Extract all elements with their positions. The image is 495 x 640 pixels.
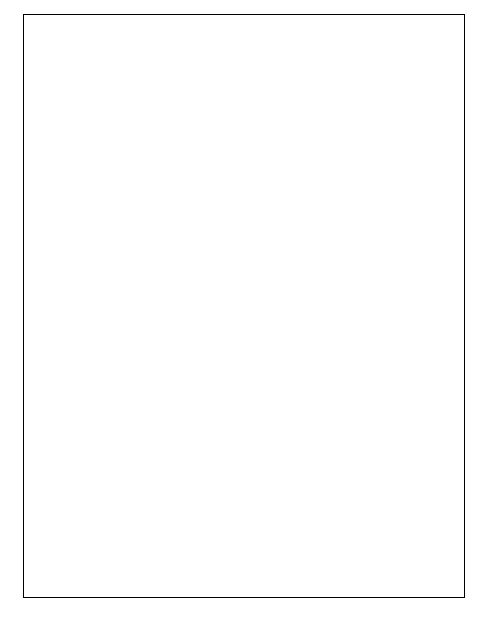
admission-coding-form: [23, 14, 465, 598]
